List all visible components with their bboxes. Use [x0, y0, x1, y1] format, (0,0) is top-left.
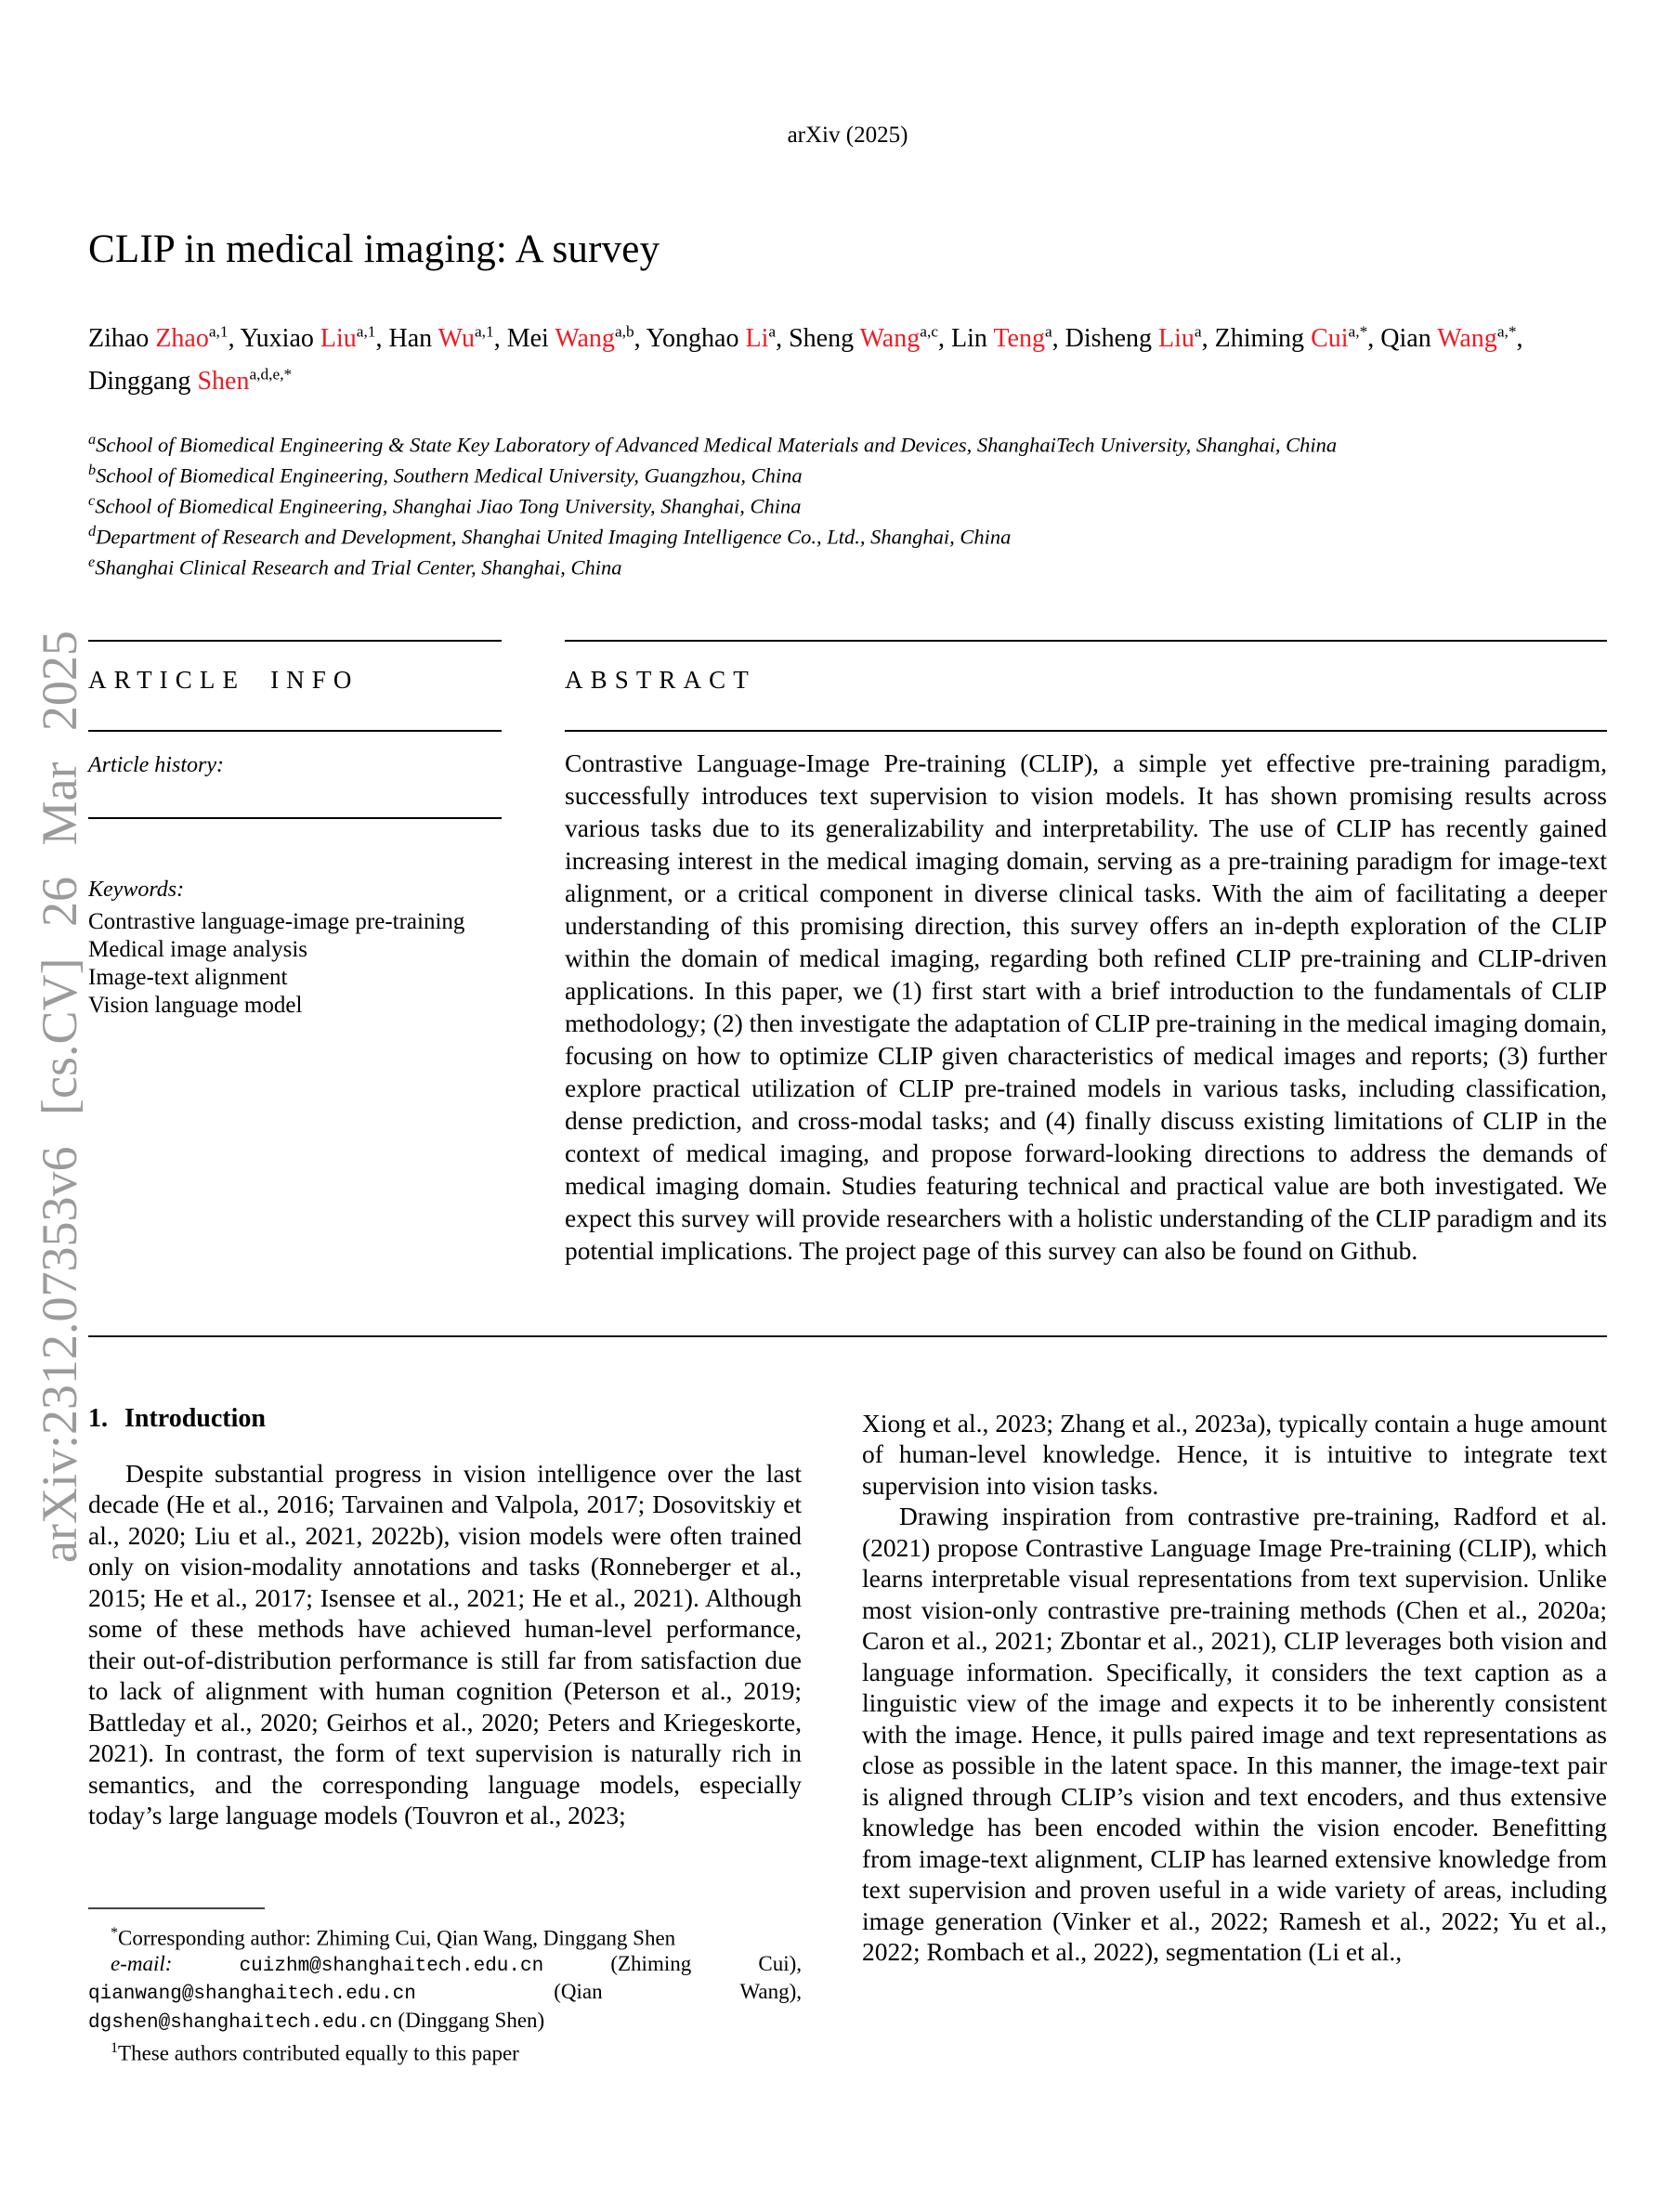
- author-affiliation-sup: a,1: [208, 323, 229, 341]
- author: Zihao Zhao$^{a,1}$,: [88, 323, 241, 354]
- affiliation-item: $^e$Shanghai Clinical Research and Trial Center, Shanghai, China: [88, 553, 622, 579]
- email-label: e-mail:: [111, 1951, 173, 1975]
- affiliation-list: [88, 427, 1607, 580]
- article-info-column: [88, 640, 502, 1267]
- author-affiliation-sup: a,1: [474, 323, 494, 341]
- article-info-heading: ARTICLE INFO: [88, 665, 359, 694]
- author-last-name: Wang: [859, 324, 921, 354]
- introduction-section: [88, 1382, 1607, 2067]
- author-last-name: Liu: [320, 324, 357, 354]
- rule-under-history: [88, 817, 502, 819]
- author-affiliation-sup: a,*: [1496, 323, 1517, 341]
- rule-under-abstract-heading: [565, 730, 1607, 732]
- introduction-heading-text: Introduction: [124, 1403, 266, 1433]
- intro-paragraph-right-continuation: Xiong et al., 2023; Zhang et al., 2023a), typically contain a huge amount of human-level knowledge. Hence, it is intuitive to integrate text supervision into vision tasks.: [862, 1408, 1607, 1500]
- footnote-corresponding: [88, 1920, 802, 1951]
- author-affiliation-sup: a: [1044, 323, 1052, 341]
- introduction-heading: [88, 1404, 802, 1434]
- keyword-list: [88, 908, 502, 1020]
- author: Yonghao Li$^a$,: [646, 323, 790, 354]
- arxiv-watermark-text: arXiv:2312.07353v6 [cs.CV] 26 Mar 2025: [32, 631, 87, 1563]
- affiliation-item: $^b$School of Biomedical Engineering, Southern Medical University, Guangzhou, China: [88, 461, 803, 488]
- asterisk-marker: *: [111, 1924, 119, 1941]
- author-last-name: Wu: [438, 324, 475, 354]
- email-address: dgshen@shanghaitech.edu.cn: [88, 2011, 393, 2034]
- venue-header: arXiv (2025): [787, 123, 908, 148]
- footnote-emails: e-mail: cuizhm@shanghaitech.edu.cn (Zhiming Cui), qianwang@shanghaitech.edu.cn (Qian Wang), dgshen@shanghaitech.edu.cn (Dinggang Shen): [88, 1951, 802, 2034]
- author-last-name: Wang: [555, 324, 615, 354]
- author-affiliation-sup: a: [1194, 323, 1202, 341]
- email-address: cuizhm@shanghaitech.edu.cn: [239, 1955, 544, 1977]
- author: Sheng Wang$^{a,c}$,: [789, 323, 951, 354]
- affiliation-sup: d: [88, 522, 97, 540]
- affiliation-sup: c: [88, 491, 96, 509]
- info-abstract-section: [88, 640, 1607, 1267]
- footnote-equal-contribution: [88, 2036, 802, 2066]
- affiliation-item: $^c$School of Biomedical Engineering, Shanghai Jiao Tong University, Shanghai, China: [88, 491, 802, 518]
- affiliation-sup: a: [88, 430, 97, 448]
- abstract-heading: ABSTRACT: [565, 665, 756, 694]
- author-last-name: Liu: [1158, 324, 1195, 354]
- author: Yuxiao Liu$^{a,1}$,: [240, 323, 389, 354]
- article-history-label: Article history:: [88, 752, 224, 777]
- equal-contribution-marker: 1: [111, 2040, 119, 2057]
- abstract-column: [565, 640, 1607, 1267]
- intro-right-column: [862, 1382, 1607, 2067]
- keywords-label: Keywords:: [88, 877, 185, 902]
- affiliation-sup: e: [88, 553, 96, 570]
- author-affiliation-sup: a,*: [1348, 323, 1368, 341]
- author: Dinggang Shen$^{a,d,e,*}$: [88, 365, 293, 396]
- author: Mei Wang$^{a,b}$,: [506, 323, 647, 354]
- author-last-name: Teng: [993, 324, 1045, 354]
- intro-paragraph-left: Despite substantial progress in vision intelligence over the last decade (He et al., 2016; Tarvainen and Valpola, 2017; Dosovitskiy et al., 2020; Liu et al., 2021, 2022b), vision models were often trained only on vision-modality annotations and tasks (Ronneberger et al., 2015; He et al., 2017; Isensee et al., 2021; He et al., 2021). Although some of these methods have achieved human-level performance, their out-of-distribution performance is still far from satisfaction due to lack of alignment with human cognition (Peterson et al., 2019; Battleday et al., 2020; Geirhos et al., 2020; Peters and Kriegeskorte, 2021). In contrast, the form of text supervision is naturally rich in semantics, and the corresponding language models, especially today’s large language models (Touvron et al., 2023;: [88, 1458, 802, 1830]
- intro-paragraph-right: Drawing inspiration from contrastive pre-training, Radford et al. (2021) propose Contrastive Language Image Pre-training (CLIP), which learns interpretable visual representations from text supervision. Unlike most vision-only contrastive pre-training methods (Chen et al., 2020a; Caron et al., 2021; Zbontar et al., 2021), CLIP leverages both vision and language information. Specifically, it considers the text caption as a linguistic view of the image and expects it to be inherently consistent with the image. Hence, it pulls paired image and text representations as close as possible in the latent space. In this manner, the image-text pair is aligned through CLIP’s vision and text encoders, and thus extensive knowledge has been encoded within the vision encoder. Benefitting from image-text alignment, CLIP has learned extensive knowledge from text supervision and proven useful in a wide variety of areas, including image generation (Vinker et al., 2022; Ramesh et al., 2022; Yu et al., 2022; Rombach et al., 2022), segmentation (Li et al.,: [862, 1502, 1607, 1967]
- author: Disheng Liu$^a$,: [1065, 323, 1215, 354]
- footnote-rule: [88, 1907, 265, 1909]
- paper-title: CLIP in medical imaging: A survey: [88, 228, 660, 271]
- author-affiliation-sup: a: [768, 323, 777, 341]
- author: Lin Teng$^a$,: [950, 323, 1065, 354]
- author: Han Wu$^{a,1}$,: [388, 323, 507, 354]
- author-last-name: Cui: [1311, 324, 1349, 354]
- affiliation-sup: b: [88, 461, 97, 478]
- keyword-item: Medical image analysis: [88, 936, 308, 962]
- rule-under-info-heading: [88, 730, 502, 732]
- author-last-name: Shen: [197, 366, 250, 396]
- author-list: [88, 315, 1607, 399]
- author-affiliation-sup: a,c: [920, 323, 938, 341]
- keyword-item: Image-text alignment: [88, 964, 288, 990]
- footnote-corresponding-text: Corresponding author: Zhiming Cui, Qian Wang, Dinggang Shen: [118, 1926, 676, 1950]
- affiliation-item: $^a$School of Biomedical Engineering & State Key Laboratory of Advanced Medical Materials and Devices, ShanghaiTech University, Shanghai, China: [88, 430, 1338, 457]
- keyword-item: Vision language model: [88, 992, 303, 1018]
- author-last-name: Wang: [1437, 324, 1497, 354]
- affiliation-item: $^d$Department of Research and Development, Shanghai United Imaging Intelligence Co., Ltd., Shanghai, China: [88, 522, 1012, 549]
- footnote-equal-text: These authors contributed equally to this paper: [118, 2041, 519, 2065]
- keyword-item: Contrastive language-image pre-training: [88, 908, 465, 934]
- author-last-name: Zhao: [155, 324, 209, 354]
- email-address: qianwang@shanghaitech.edu.cn: [88, 1984, 416, 2006]
- section-divider-rule: [88, 1335, 1607, 1337]
- author: Qian Wang$^{a,*}$,: [1380, 323, 1523, 354]
- author-affiliation-sup: a,d,e,*: [249, 365, 293, 384]
- introduction-heading-number: 1.: [88, 1403, 108, 1433]
- intro-left-column: [88, 1382, 802, 2067]
- abstract-text: Contrastive Language-Image Pre-training (CLIP), a simple yet effective pre-training paradigm, successfully introduces text supervision to vision models. It has shown promising results across various tasks due to its generalizability and interpretability. The use of CLIP has recently gained increasing interest in the medical imaging domain, serving as a pre-training paradigm for image-text alignment, or a critical component in diverse clinical tasks. With the aim of facilitating a deeper understanding of this promising direction, this survey offers an in-depth exploration of the CLIP within the domain of medical imaging, regarding both refined CLIP pre-training and CLIP-driven applications. In this paper, we (1) first start with a brief introduction to the fundamentals of CLIP methodology; (2) then investigate the adaptation of CLIP pre-training in the medical imaging domain, focusing on how to optimize CLIP given characteristics of medical images and reports; (3) further explore practical utilization of CLIP pre-trained models in various tasks, including classification, dense prediction, and cross-modal tasks; and (4) finally discuss existing limitations of CLIP in the context of medical imaging, and propose forward-looking directions to address the demands of medical imaging domain. Studies featuring technical and practical value are both investigated. We expect this survey will provide researchers with a holistic understanding of the CLIP paradigm and its potential implications. The project page of this survey can also be found on Github.: [565, 748, 1607, 1265]
- author-affiliation-sup: a,1: [356, 323, 376, 341]
- author-last-name: Li: [745, 324, 769, 354]
- author: Zhiming Cui$^{a,*}$,: [1214, 323, 1381, 354]
- footnotes-block: [88, 1920, 802, 2067]
- author-affiliation-sup: a,b: [614, 323, 634, 341]
